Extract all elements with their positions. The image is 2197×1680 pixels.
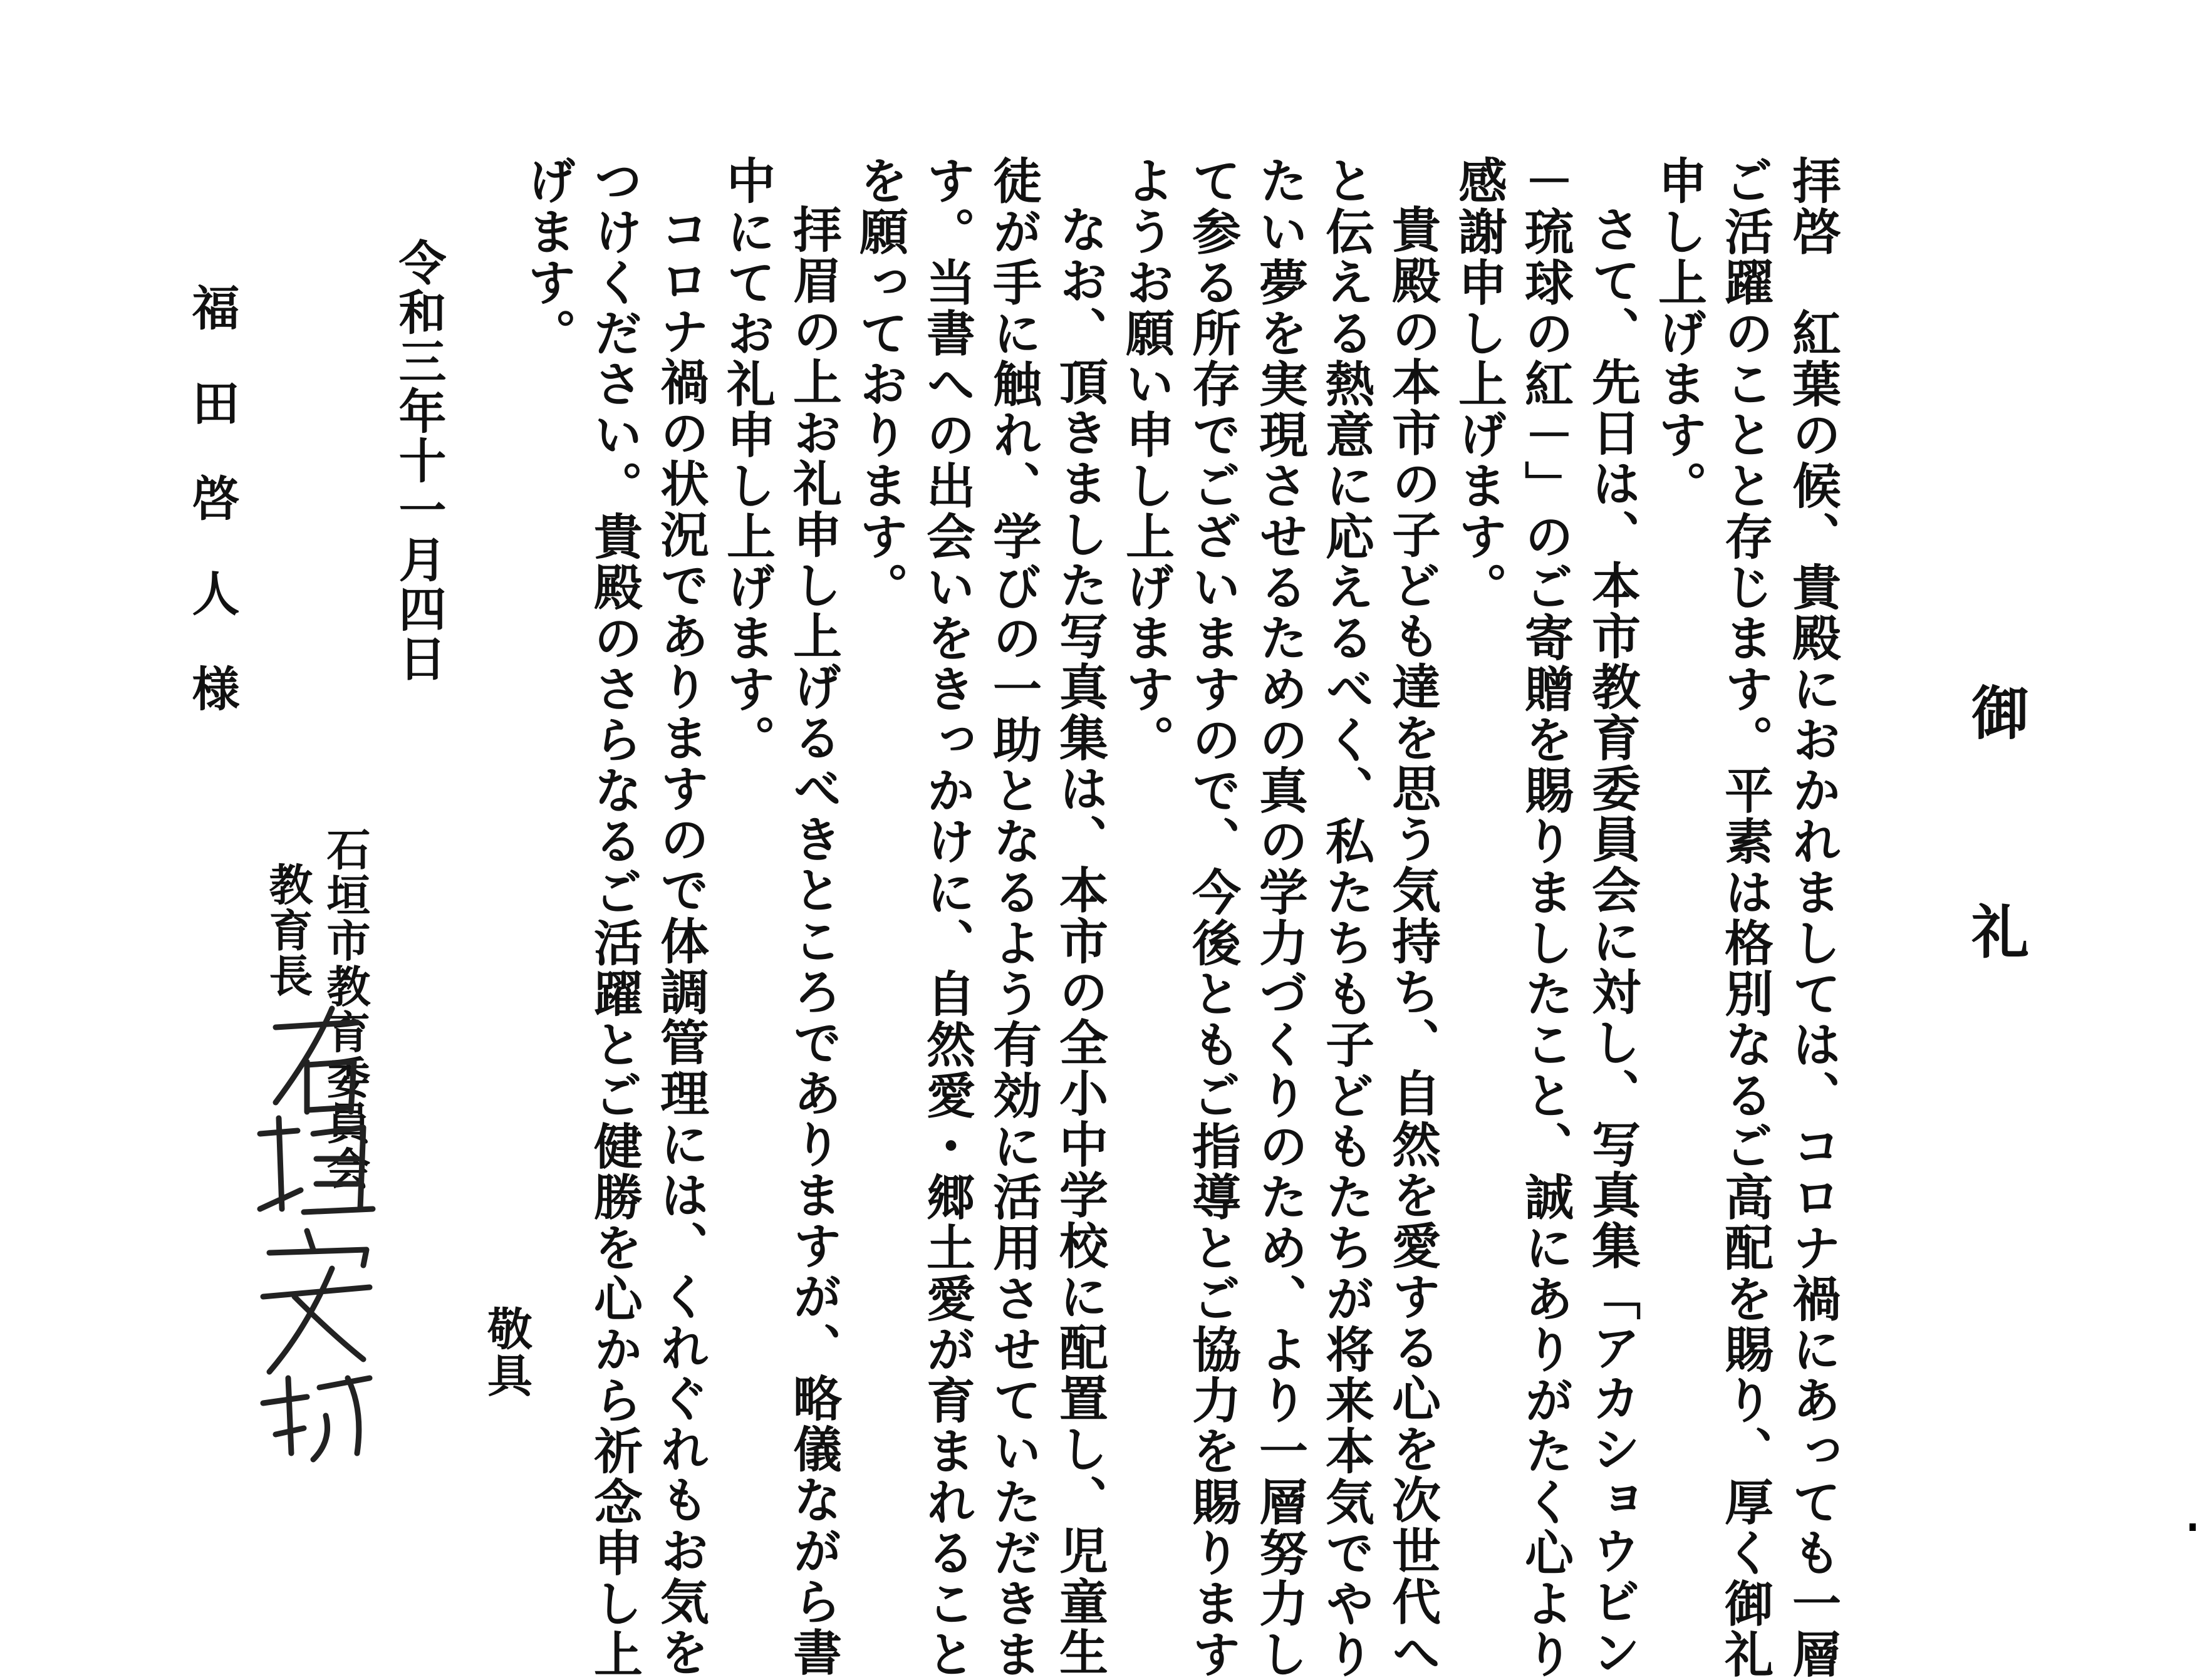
body-line-15: を願っております。 — [851, 155, 908, 613]
body-line-1: 拝啓 紅葉の候、貴殿におかれましては、コロナ禍にあっても一層 — [1784, 155, 1841, 1680]
body-line-2: ご活躍のことと存じます。平素は格別なるご高配を賜り、厚く御礼 — [1717, 155, 1774, 1680]
body-line-5: －琉球の紅－」のご寄贈を賜りましたこと、誠にありがたく心より — [1517, 155, 1574, 1680]
letter-title: 御 礼 — [1962, 683, 2030, 1012]
body-line-4: さて、先日は、本市教育委員会に対し、写真集「アカショウビン — [1584, 204, 1641, 1678]
sender-organization: 石垣市教育委員会 — [319, 827, 371, 1192]
closing-keigu: 敬具 — [480, 1305, 533, 1399]
sender-title: 教育長 — [262, 862, 314, 999]
body-line-8: と伝える熱意に応えるべく、私たちも子どもたちが将来本気でやり — [1317, 155, 1374, 1680]
addressee: 福田啓人様 — [184, 283, 240, 759]
body-line-7: 貴殿の本市の子ども達を思う気持ち、自然を愛する心を次世代へ — [1384, 204, 1441, 1678]
body-line-20: げます。 — [519, 155, 576, 359]
letter-date: 令和三年十一月四日 — [391, 238, 447, 684]
handwritten-signature — [238, 1002, 382, 1466]
body-line-18: コロナ禍の状況でありますので体調管理には、くれぐれもお気を — [652, 204, 709, 1678]
scan-edge-mark — [2189, 1523, 2196, 1531]
body-line-6: 感謝申し上げます。 — [1450, 155, 1507, 613]
body-line-13: 徒が手に触れ、学びの一助となるよう有効に活用させていただきま — [985, 155, 1042, 1680]
body-line-12: なお、頂きました写真集は、本市の全小中学校に配置し、児童生 — [1051, 204, 1108, 1678]
body-line-3: 申し上げます。 — [1650, 155, 1707, 511]
body-line-16: 拝眉の上お礼申し上げるべきところでありますが、略儀ながら書 — [785, 204, 842, 1678]
body-line-17: 中にてお礼申し上げます。 — [719, 155, 776, 765]
body-line-9: たい夢を実現させるための真の学力づくりのため、より一層努力し — [1251, 155, 1308, 1680]
body-line-10: て参る所存でございますので、今後ともご指導とご協力を賜ります — [1184, 155, 1241, 1680]
body-line-11: ようお願い申し上げます。 — [1118, 155, 1175, 765]
body-line-14: す。当書への出会いをきっかけに、自然愛・郷土愛が育まれること — [918, 155, 975, 1680]
body-line-19: つけください。貴殿のさらなるご活躍とご健勝を心から祈念申し上 — [586, 155, 643, 1680]
